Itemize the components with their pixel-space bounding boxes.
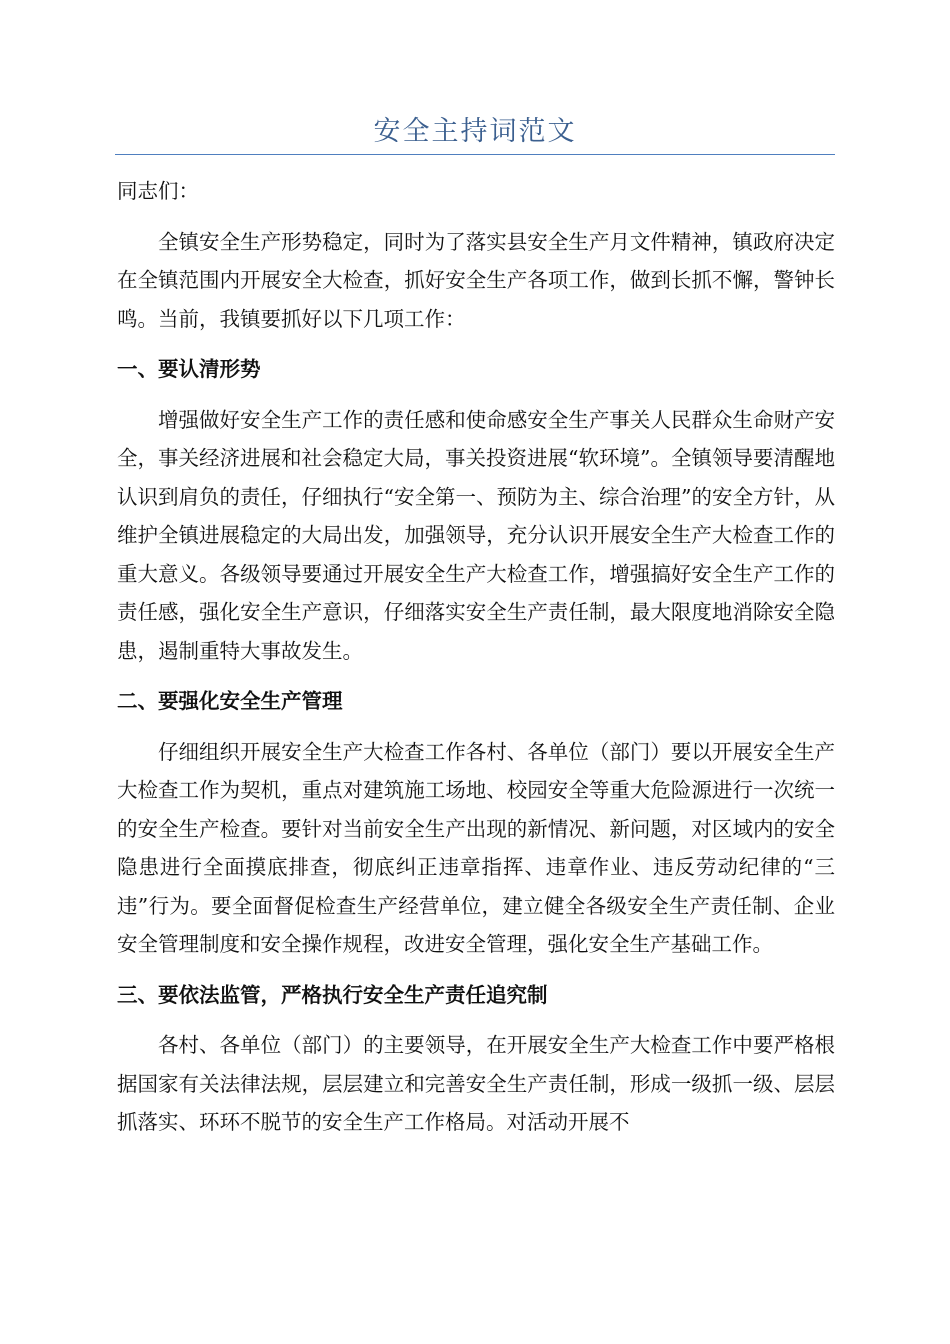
section-heading-2: 二、要强化安全生产管理 — [117, 689, 343, 713]
section-heading-3: 三、要依法监管，严格执行安全生产责任追究制 — [117, 982, 548, 1007]
section-body-2: 仔细组织开展安全生产大检查工作各村、各单位（部门）要以开展安全生产大检查工作为契机，重点对建筑施工场地、校园安全等重大危险源进行一次统一的安全生产检查。要针对当前安全生产出现的新情况、新问题，对区域内的安全隐患进行全面摸底排查，彻底纠正违章指挥、违章作业、违反劳动纪律的“三违”行为。要全面督促检查生产经营单位，建立健全各级安全生产责任制、企业安全管理制度和安全操作规程，改进安全管理，强化安全生产基础工作。 — [117, 739, 835, 956]
intro-paragraph: 全镇安全生产形势稳定，同时为了落实县安全生产月文件精神，镇政府决定在全镇范围内开展安全大检查，抓好安全生产各项工作，做到长抓不懈，警钟长鸣。当前，我镇要抓好以下几项工作： — [117, 229, 835, 331]
salutation: 同志们： — [117, 179, 199, 203]
section-body-3: 各村、各单位（部门）的主要领导，在开展安全生产大检查工作中要严格根据国家有关法律法规，层层建立和完善安全生产责任制，形成一级抓一级、层层抓落实、环环不脱节的安全生产工作格局。对活动开展不 — [117, 1033, 835, 1134]
section-body-1: 增强做好安全生产工作的责任感和使命感安全生产事关人民群众生命财产安全，事关经济进展和社会稳定大局，事关投资进展“软环境”。全镇领导要清醒地认识到肩负的责任，仔细执行“安全第一、预防为主、综合治理”的安全方针，从维护全镇进展稳定的大局出发，加强领导，充分认识开展安全生产大检查工作的重大意义。各级领导要通过开展安全生产大检查工作，增强搞好安全生产工作的责任感，强化安全生产意识，仔细落实安全生产责任制，最大限度地消除安全隐患，遏制重特大事故发生。 — [117, 407, 835, 663]
document-body — [117, 172, 835, 1142]
document-title: 安全主持词范文 — [373, 116, 577, 147]
title-divider — [115, 154, 835, 155]
section-heading-1: 一、要认清形势 — [117, 357, 261, 381]
